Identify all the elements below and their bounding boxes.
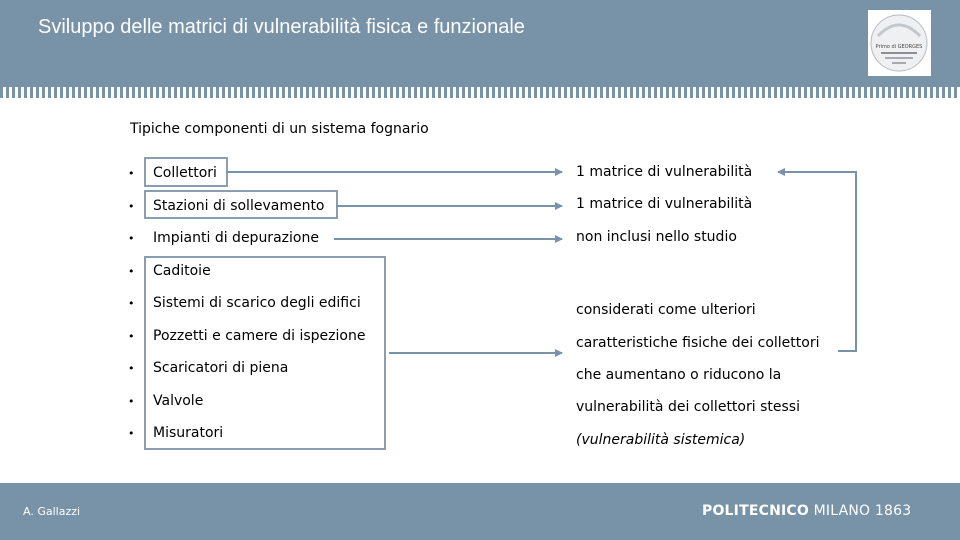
section-heading: Tipiche componenti di un sistema fognario [130,121,429,137]
bullet: • [128,232,135,245]
note-stazioni: 1 matrice di vulnerabilità [576,196,753,212]
bullet: • [128,297,135,310]
component-caditoie: Caditoie [153,263,211,279]
component-stazioni: Stazioni di sollevamento [153,198,325,214]
component-impianti: Impianti di depurazione [153,230,319,246]
slide-title: Sviluppo delle matrici di vulnerabilità fisica e funzionale [38,16,525,38]
bullet: • [128,330,135,343]
seal-text: Primo di GEORGES [875,44,923,50]
paragraph-line: considerati come ulteriori [576,302,756,318]
bullet: • [128,395,135,408]
author-label: A. Gallazzi [23,505,81,518]
bullet: • [128,265,135,278]
note-impianti: non inclusi nello studio [576,229,737,245]
bullet: • [128,427,135,440]
paragraph-line: che aumentano o riducono la [576,367,782,383]
bullet: • [128,167,135,180]
paragraph-line-italic: (vulnerabilità sistemica) [576,432,746,448]
paragraph-line: caratteristiche fisiche dei collettori [576,335,820,351]
footer-bar [0,483,960,540]
bullet: • [128,362,135,375]
brand-bold: POLITECNICO [702,503,809,519]
brand-rest: MILANO 1863 [808,503,912,519]
note-collettori: 1 matrice di vulnerabilità [576,164,753,180]
component-pozzetti: Pozzetti e camere di ispezione [153,328,366,344]
arrow-feedback [778,172,856,351]
component-valvole: Valvole [153,393,204,409]
component-sistemi-scarico: Sistemi di scarico degli edifici [153,295,361,311]
component-collettori: Collettori [153,165,217,181]
paragraph-line: vulnerabilità dei collettori stessi [576,399,800,415]
component-misuratori: Misuratori [153,425,224,441]
bullet: • [128,200,135,213]
politecnico-logo-text [702,503,911,519]
component-scaricatori: Scaricatori di piena [153,360,289,376]
